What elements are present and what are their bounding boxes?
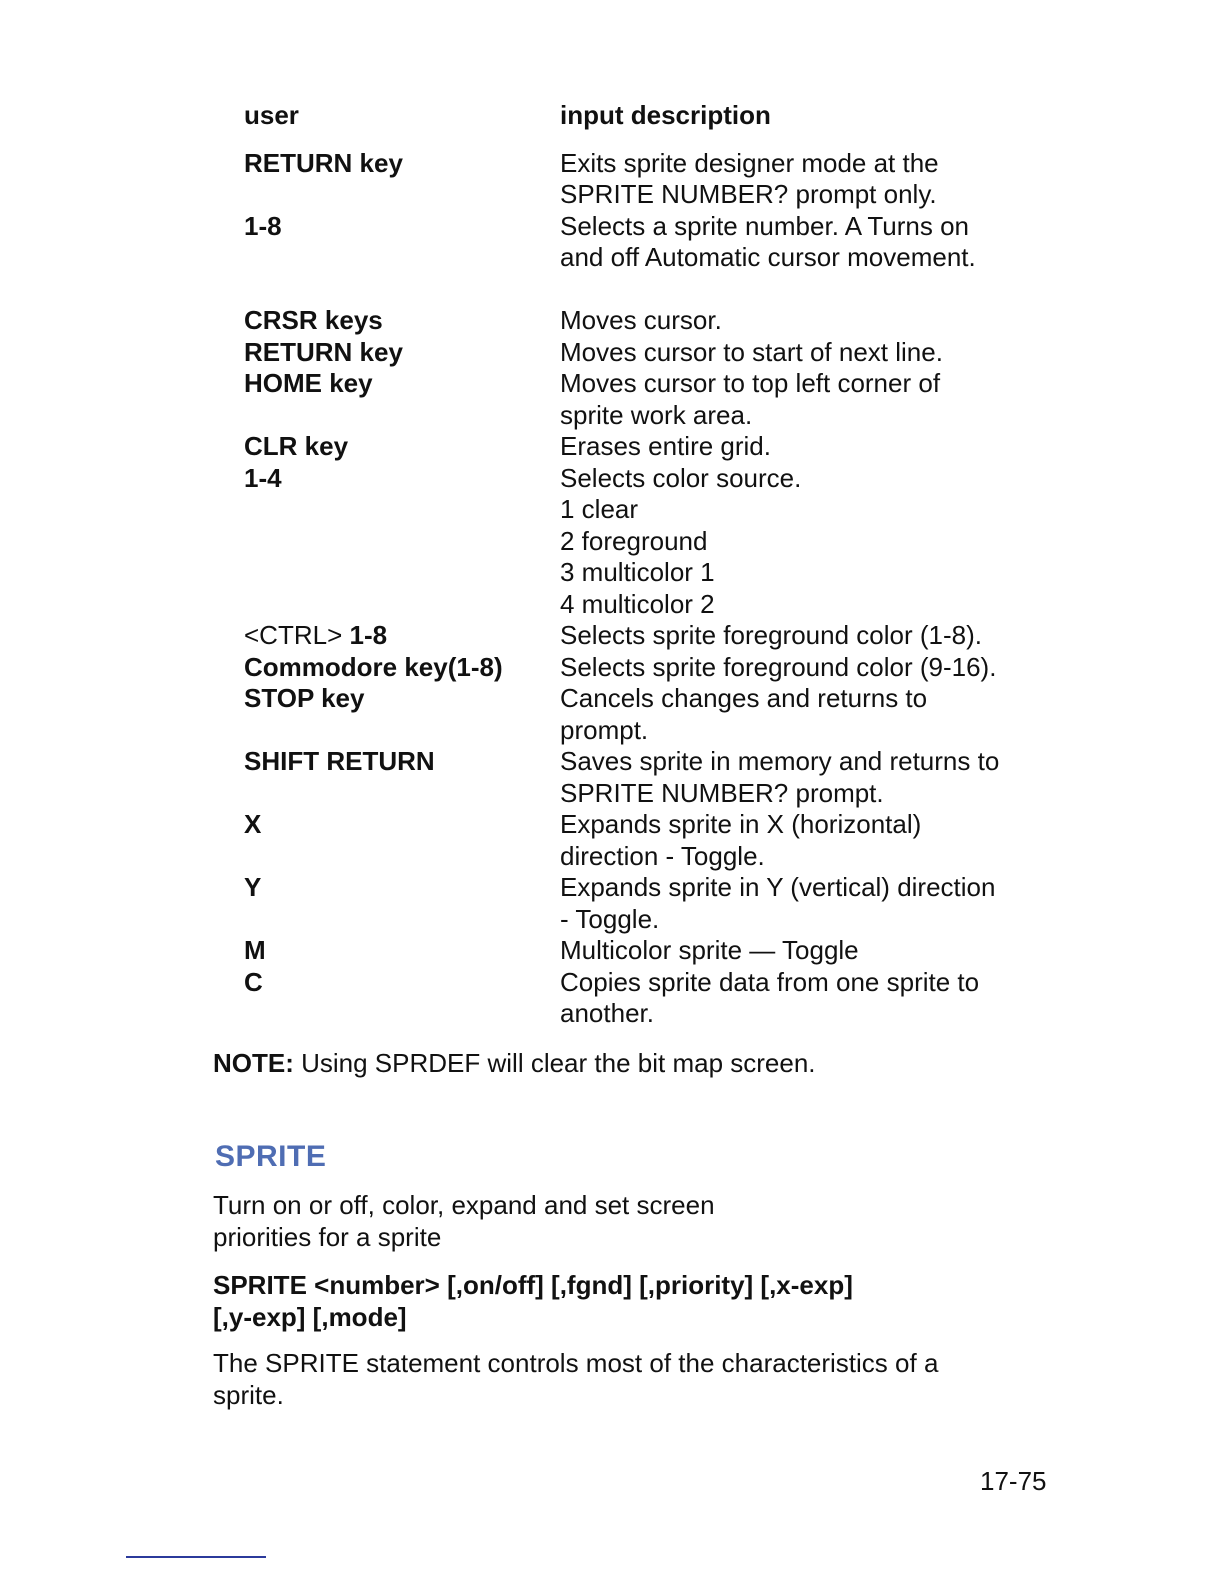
note-label: NOTE: (213, 1048, 294, 1078)
row-key: Y (244, 872, 262, 902)
body-paragraph: The SPRITE statement controls most of the characteristics of a sprite. (213, 1348, 939, 1410)
row-desc: Moves cursor to top left corner of sprite work area. (560, 368, 941, 430)
row-desc: Expands sprite in X (horizontal) direction - Toggle. (560, 809, 922, 871)
page-number: 17-75 (980, 1466, 1047, 1496)
table-row (244, 872, 1064, 935)
table-row (244, 935, 1064, 967)
note-text: Using SPRDEF will clear the bit map screen. (293, 1048, 816, 1078)
section-title: SPRITE (215, 1140, 327, 1173)
row-key: C (244, 966, 263, 997)
row-desc: Selects sprite foreground color (1-8). (560, 620, 982, 650)
row-desc: Cancels changes and returns to prompt. (560, 683, 928, 745)
row-key: Commodore key(1-8) (244, 651, 503, 682)
table-header (244, 100, 1064, 132)
row-key: M (244, 935, 266, 965)
row-key: SHIFT RETURN (244, 746, 435, 776)
row-key: CRSR keys (244, 305, 383, 335)
row-key: X (244, 809, 262, 839)
row-desc: Exits sprite designer mode at the SPRITE NUMBER? prompt only. (560, 147, 939, 209)
row-desc: Moves cursor to start of next line. (560, 336, 943, 367)
key-table (244, 100, 1064, 1030)
row-desc: Selects sprite foreground color (9-16). (560, 651, 997, 682)
table-row (244, 746, 1064, 809)
table-row (244, 337, 1064, 369)
row-key: <CTRL> 1-8 (244, 620, 388, 650)
table-row (244, 431, 1064, 463)
spacer (244, 274, 1064, 306)
row-key: STOP key (244, 683, 365, 713)
header-user: user (244, 100, 299, 130)
table-row (244, 652, 1064, 684)
row-desc: Multicolor sprite — Toggle (560, 935, 859, 965)
syntax-line: SPRITE <number> [,on/off] [,fgnd] [,priority] [,x-exp] [,y-exp] [,mode] (213, 1270, 853, 1332)
row-desc: Selects color source. 1 clear 2 foreground 3 multicolor 1 4 multicolor 2 (560, 462, 802, 619)
header-description: input description (560, 100, 771, 130)
table-row (244, 368, 1064, 431)
table-row (244, 967, 1064, 1030)
table-row (244, 620, 1064, 652)
row-key: CLR key (244, 431, 349, 461)
row-key: RETURN key (244, 336, 403, 367)
row-desc: Erases entire grid. (560, 431, 771, 461)
table-row (244, 211, 1064, 274)
table-row (244, 683, 1064, 746)
row-key: 1-4 (244, 462, 282, 493)
note-paragraph (213, 1048, 1113, 1080)
row-desc: Saves sprite in memory and returns to SPRITE NUMBER? prompt. (560, 746, 1000, 808)
table-row (244, 148, 1064, 211)
row-desc: Expands sprite in Y (vertical) direction - Toggle. (560, 872, 996, 934)
row-desc: Moves cursor. (560, 305, 722, 335)
table-row (244, 809, 1064, 872)
row-key: RETURN key (244, 147, 403, 178)
row-desc: Selects a sprite number. A Turns on and off Automatic cursor movement. (560, 210, 976, 272)
row-key: HOME key (244, 368, 373, 398)
row-key: 1-8 (244, 210, 282, 241)
table-row (244, 463, 1064, 621)
table-row (244, 305, 1064, 337)
section-subtitle: Turn on or off, color, expand and set screen priorities for a sprite (213, 1190, 715, 1252)
footer-rule (126, 1556, 266, 1558)
row-desc: Copies sprite data from one sprite to another. (560, 966, 980, 1028)
